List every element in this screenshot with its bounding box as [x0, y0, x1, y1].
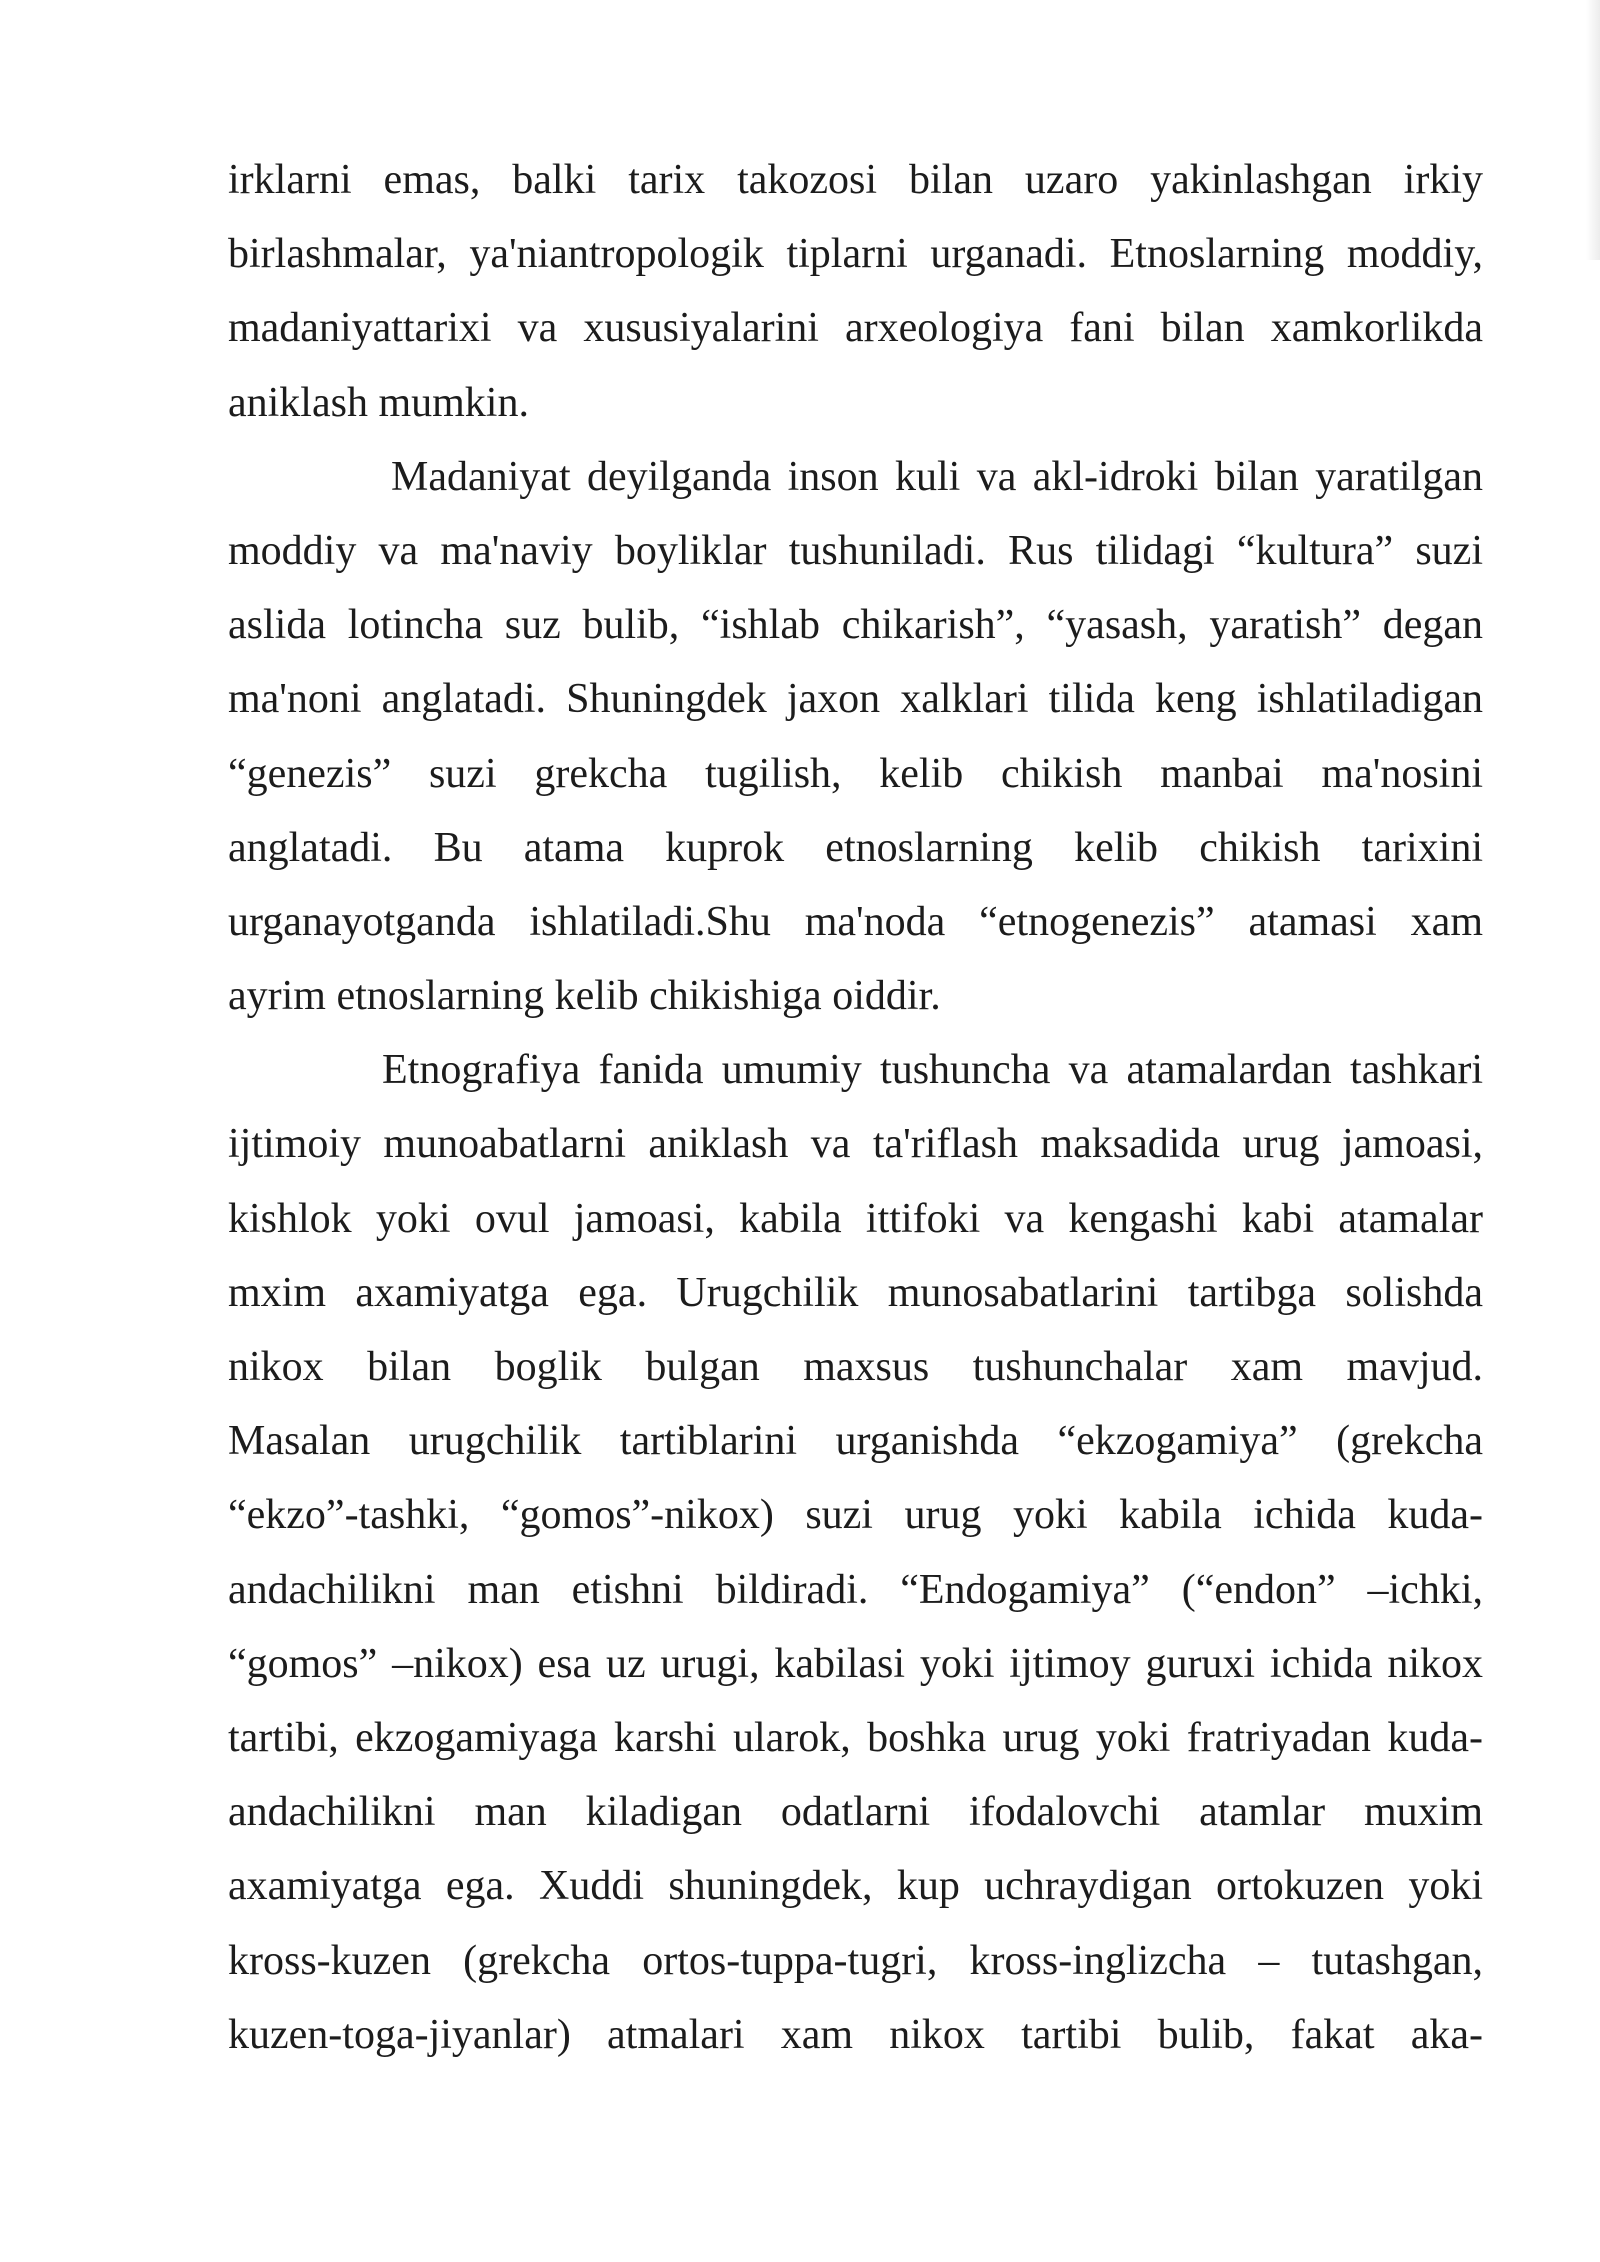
- text-line: ayrim etnoslarning kelib chikishiga oiddir.: [228, 973, 941, 1020]
- text-line: kross-kuzen (grekcha ortos-tuppa-tugri, kross-inglizcha – tutashgan,: [228, 1937, 1483, 1984]
- text-line: Etnografiya fanida umumiy tushuncha va atamalardan tashkari: [382, 1047, 1483, 1094]
- paragraph-2: [228, 440, 1483, 1034]
- paragraph-3: [228, 1033, 1483, 2072]
- text-line: urganayotganda ishlatiladi.Shu ma'noda “etnogenezis” atamasi xam: [228, 898, 1483, 945]
- text-line: andachilikni man kiladigan odatlarni ifodalovchi atamlar muxim: [228, 1789, 1483, 1836]
- text-line: “gomos” –nikox) esa uz urugi, kabilasi yoki ijtimoy guruxi ichida nikox: [228, 1640, 1483, 1687]
- text-line: “ekzo”-tashki, “gomos”-nikox) suzi urug yoki kabila ichida kuda-: [228, 1492, 1483, 1539]
- text-line: birlashmalar, ya'niantropologik tiplarni urganadi. Etnoslarning moddiy,: [228, 231, 1483, 278]
- text-line: irklarni emas, balki tarix takozosi bilan uzaro yakinlashgan irkiy: [228, 157, 1483, 203]
- text-line: axamiyatga ega. Xuddi shuningdek, kup uchraydigan ortokuzen yoki: [228, 1863, 1483, 1910]
- text-line: nikox bilan boglik bulgan maxsus tushunchalar xam mavjud.: [228, 1344, 1483, 1390]
- text-line: tartibi, ekzogamiyaga karshi ularok, boshka urug yoki fratriyadan kuda-: [228, 1714, 1483, 1761]
- text-line: Madaniyat deyilganda inson kuli va akl-idroki bilan yaratilgan: [391, 453, 1483, 500]
- text-line: andachilikni man etishni bildiradi. “Endogamiya” (“endon” –ichki,: [228, 1566, 1483, 1613]
- text-line: kishlok yoki ovul jamoasi, kabila ittifoki va kengashi kabi atamalar: [228, 1195, 1483, 1242]
- text-line: Masalan urugchilik tartiblarini urganishda “ekzogamiya” (grekcha: [228, 1418, 1483, 1465]
- text-line: ijtimoiy munoabatlarni aniklash va ta'riflash maksadida urug jamoasi,: [228, 1121, 1483, 1168]
- text-line: anglatadi. Bu atama kuprok etnoslarning kelib chikish tarixini: [228, 824, 1483, 871]
- page-edge-shadow: [1586, 0, 1600, 260]
- text-line: moddiy va ma'naviy boyliklar tushuniladi. Rus tilidagi “kultura” suzi: [228, 527, 1483, 574]
- text-line: aniklash mumkin.: [228, 379, 529, 426]
- text-line: ma'noni anglatadi. Shuningdek jaxon xalklari tilida keng ishlatiladigan: [228, 676, 1483, 723]
- text-line: madaniyattarixi va xususiyalarini arxeologiya fani bilan xamkorlikda: [228, 305, 1483, 352]
- text-line: mxim axamiyatga ega. Urugchilik munosabatlarini tartibga solishda: [228, 1269, 1483, 1316]
- text-line: “genezis” suzi grekcha tugilish, kelib chikish manbai ma'nosini: [228, 750, 1483, 797]
- paragraph-1: [228, 143, 1483, 440]
- document-body: [228, 143, 1483, 2072]
- text-line: aslida lotincha suz bulib, “ishlab chikarish”, “yasash, yaratish” degan: [228, 602, 1483, 649]
- text-line: kuzen-toga-jiyanlar) atmalari xam nikox tartibi bulib, fakat aka-: [228, 2011, 1483, 2058]
